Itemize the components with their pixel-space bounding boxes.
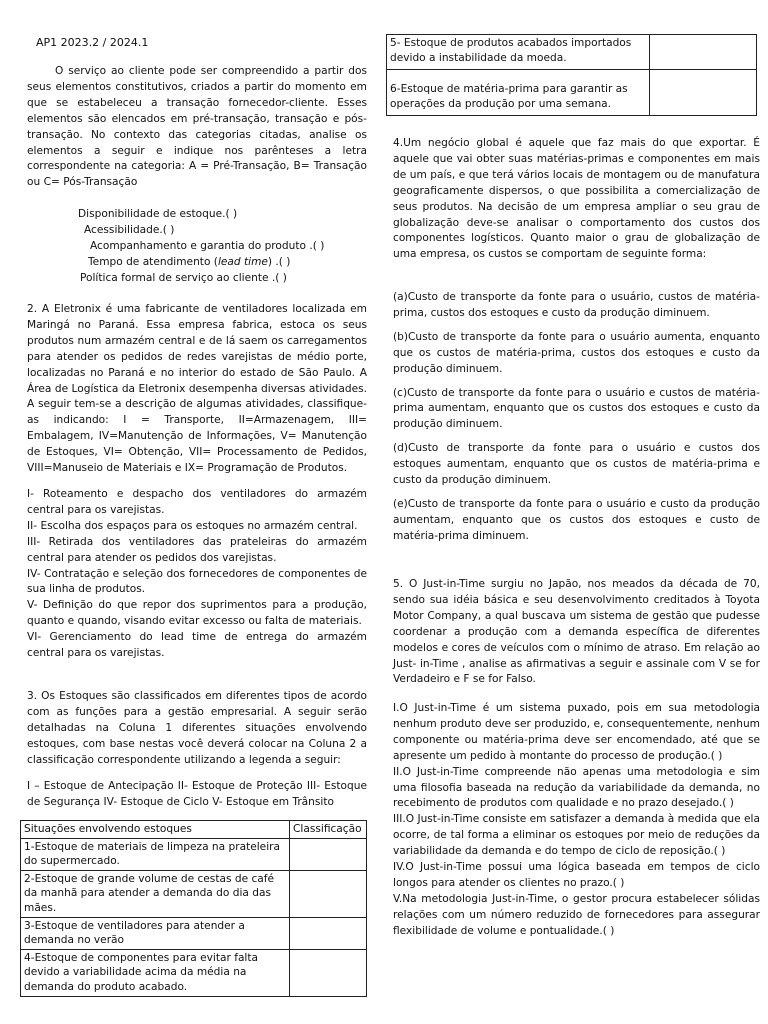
q5-item: I.O Just-in-Time é um sistema puxado, pois em sua metodologia nenhum produto deve ser produzido, e, consequentemente, nenhum componente ou matéria-prima deve ser encomendado, até que se apresente um pedido à montante do processo de produção.( ) xyxy=(393,702,760,762)
q1-item: Política formal de serviço ao cliente .( ) xyxy=(80,271,287,284)
document-title: AP1 2023.2 / 2024.1 xyxy=(36,36,149,49)
table-row xyxy=(21,917,367,949)
q5-items xyxy=(393,701,760,940)
classification-cell[interactable] xyxy=(650,70,757,116)
q2-item: III- Retirada dos ventiladores das prateleiras do armazém central para atender os pedidos dos varejistas. xyxy=(27,535,367,564)
q2-items xyxy=(27,487,367,662)
table-row xyxy=(21,949,367,996)
classification-cell[interactable] xyxy=(290,949,367,996)
classification-cell[interactable] xyxy=(650,35,757,70)
q1-item: Acompanhamento e garantia do produto .( ) xyxy=(90,239,325,252)
situation-cell: 4-Estoque de componentes para evitar falta devido a variabilidade acima da média na demanda do produto acabado. xyxy=(21,949,290,996)
q4-option-a: (a)Custo de transporte da fonte para o usuário, custos de matéria-prima, custos dos estoques e custo da produção diminuem. xyxy=(393,291,760,319)
table-header-situations: Situações envolvendo estoques xyxy=(21,821,290,839)
q1-item: Acessibilidade.( ) xyxy=(84,223,175,236)
q2-item: VI- Gerenciamento do lead time de entrega do armazém central para os varejistas. xyxy=(27,631,367,660)
q4-option-e: (e)Custo de transporte da fonte para o usuário e custo da produção aumentam, enquanto que os custos dos estoques e custo de matéria-prima diminuem. xyxy=(393,497,760,542)
situation-cell: 3-Estoque de ventiladores para atender a demanda no verão xyxy=(21,917,290,949)
q1-items xyxy=(27,207,367,287)
q3-table-continued xyxy=(386,34,757,116)
q1-item: Disponibilidade de estoque.( ) xyxy=(78,208,238,220)
q5-item: III.O Just-in-Time consiste em satisfazer a demanda à medida que ela ocorre, de tal forma a eliminar os estoques por meio de reduções da variabilidade da demanda e do tempo de ciclo de reposição.( ) xyxy=(393,813,760,858)
q2-item: I- Roteamento e despacho dos ventiladores do armazém central para os varejistas. xyxy=(27,488,367,516)
classification-cell[interactable] xyxy=(290,917,367,949)
q3-legend: I – Estoque de Antecipação II- Estoque de Proteção III- Estoque de Segurança IV- Estoque de Ciclo V- Estoque em Trânsito xyxy=(27,780,367,808)
table-row xyxy=(21,838,367,870)
q2-item: IV- Contratação e seleção dos fornecedores de componentes de sua linha de produtos. xyxy=(27,567,367,596)
table-row xyxy=(21,870,367,917)
q3-table xyxy=(20,820,367,997)
table-header-row xyxy=(21,821,367,839)
table-header-classification: Classificação xyxy=(290,821,367,839)
table-row xyxy=(387,35,757,70)
classification-cell[interactable] xyxy=(290,838,367,870)
q3-intro: 3. Os Estoques são classificados em diferentes tipos de acordo com as funções para a gestão empresarial. A seguir serão detalhadas na Coluna 1 diferentes situações envolvendo estoques, com base nestas você deverá colocar na Coluna 2 a classificação correspondente utilizando a legenda a seguir: xyxy=(27,690,367,766)
q2-item: II- Escolha dos espaços para os estoques no armazém central. xyxy=(27,519,358,532)
situation-cell: 1-Estoque de materiais de limpeza na prateleira do supermercado. xyxy=(21,838,290,870)
q4-option-c: (c)Custo de transporte da fonte para o usuário e custos de matéria-prima aumentam, enquanto que os custos dos estoques e custo da produção diminuem. xyxy=(393,386,760,431)
q4-option-d: (d)Custo de transporte da fonte para o usuário e custos dos estoques aumentam, enquanto que os custos de matéria-prima e custo da produção diminuem. xyxy=(393,442,760,487)
situation-cell: 2-Estoque de grande volume de cestas de café da manhã para atender a demanda do dia das mães. xyxy=(21,870,290,917)
q1-intro: O serviço ao cliente pode ser compreendido a partir dos seus elementos constitutivos, criados a partir do momento em que se estabeleceu a transação fornecedor-cliente. Esses elementos são elencados em pré-transação, transação e pós-transação. No contexto das categorias citadas, analise os elementos a seguir e indique nos parênteses a letra correspondente na categoria: A = Pré-Transação, B= Transação ou C= Pós-Transação xyxy=(27,65,367,189)
q5-intro: 5. O Just-in-Time surgiu no Japão, nos meados da década de 70, sendo sua idéia básica e seu desenvolvimento creditados à Toyota Motor Company, a qual buscava um sistema de gestão que pudesse coordenar a produção com a demanda específica de diferentes modelos e cores de veículos com o mínimo de atraso. Em relação ao Just- in-Time , analise as afirmativas a seguir e assinale com V se for Verdadeiro e F se for Falso. xyxy=(393,578,760,686)
situation-cell: 6-Estoque de matéria-prima para garantir as operações da produção por uma semana. xyxy=(387,70,650,116)
situation-cell: 5- Estoque de produtos acabados importados devido a instabilidade da moeda. xyxy=(387,35,650,70)
q4-options xyxy=(393,290,760,545)
q5-item: IV.O Just-in-Time possui uma lógica baseada em tempos de ciclo longos para atender os clientes no prazo.( ) xyxy=(393,861,760,889)
q4-option-b: (b)Custo de transporte da fonte para o usuário aumenta, enquanto que os custos de matéria-prima, custos dos estoques e custo da produção diminuem. xyxy=(393,330,760,375)
q4-intro: 4.Um negócio global é aquele que faz mais do que exportar. É aquele que vai obter suas matérias-primas e componentes em mais de um país, e que terá vários locais de montagem ou de manufatura geograficamente dispersos, o que possibilita a comercialização de seus produtos. Na decisão de um empresa ampliar o seu grau de globalização deve-se analisar o comportamento dos custos dos componentes logísticos. Quanto maior o grau de globalização de uma empresa, os custos se comportam de seguinte forma: xyxy=(393,137,760,261)
classification-cell[interactable] xyxy=(290,870,367,917)
q1-item-lead-time: Tempo de atendimento (lead time) .( ) xyxy=(88,255,291,268)
q2-intro: 2. A Eletronix é uma fabricante de ventiladores localizada em Maringá no Paraná. Essa empresa fabrica, estoca os seus produtos num armazém central e de lá saem os carregamentos para atender os pedidos de redes varejistas de médio porte, localizadas no Paraná e no interior do estado de São Paulo. A Área de Logística da Eletronix desempenha diversas atividades. A seguir tem-se a descrição de algumas atividades, classifique-as indicando: I = Transporte, II=Armazenagem, III= Embalagem, IV=Manutenção de Informações, V= Manutenção de Estoques, VI= Obtenção, VII= Processamento de Pedidos, VIII=Manuseio de Materiais e IX= Programação de Produtos. xyxy=(27,303,367,475)
table-row xyxy=(387,70,757,116)
q2-item: V- Definição do que repor dos suprimentos para a produção, quanto e quando, visando evitar excesso ou falta de materiais. xyxy=(27,599,367,628)
q5-item: II.O Just-in-Time compreende não apenas uma metodologia e sim uma filosofia baseada na redução da variabilidade da demanda, no recebimento de produtos com qualidade e no prazo desejado.( ) xyxy=(393,765,760,810)
q5-item: V.Na metodologia Just-in-Time, o gestor procura estabelecer sólidas relações com um número reduzido de fornecedores para assegurar flexibilidade de volume e pontualidade.( ) xyxy=(393,892,760,937)
